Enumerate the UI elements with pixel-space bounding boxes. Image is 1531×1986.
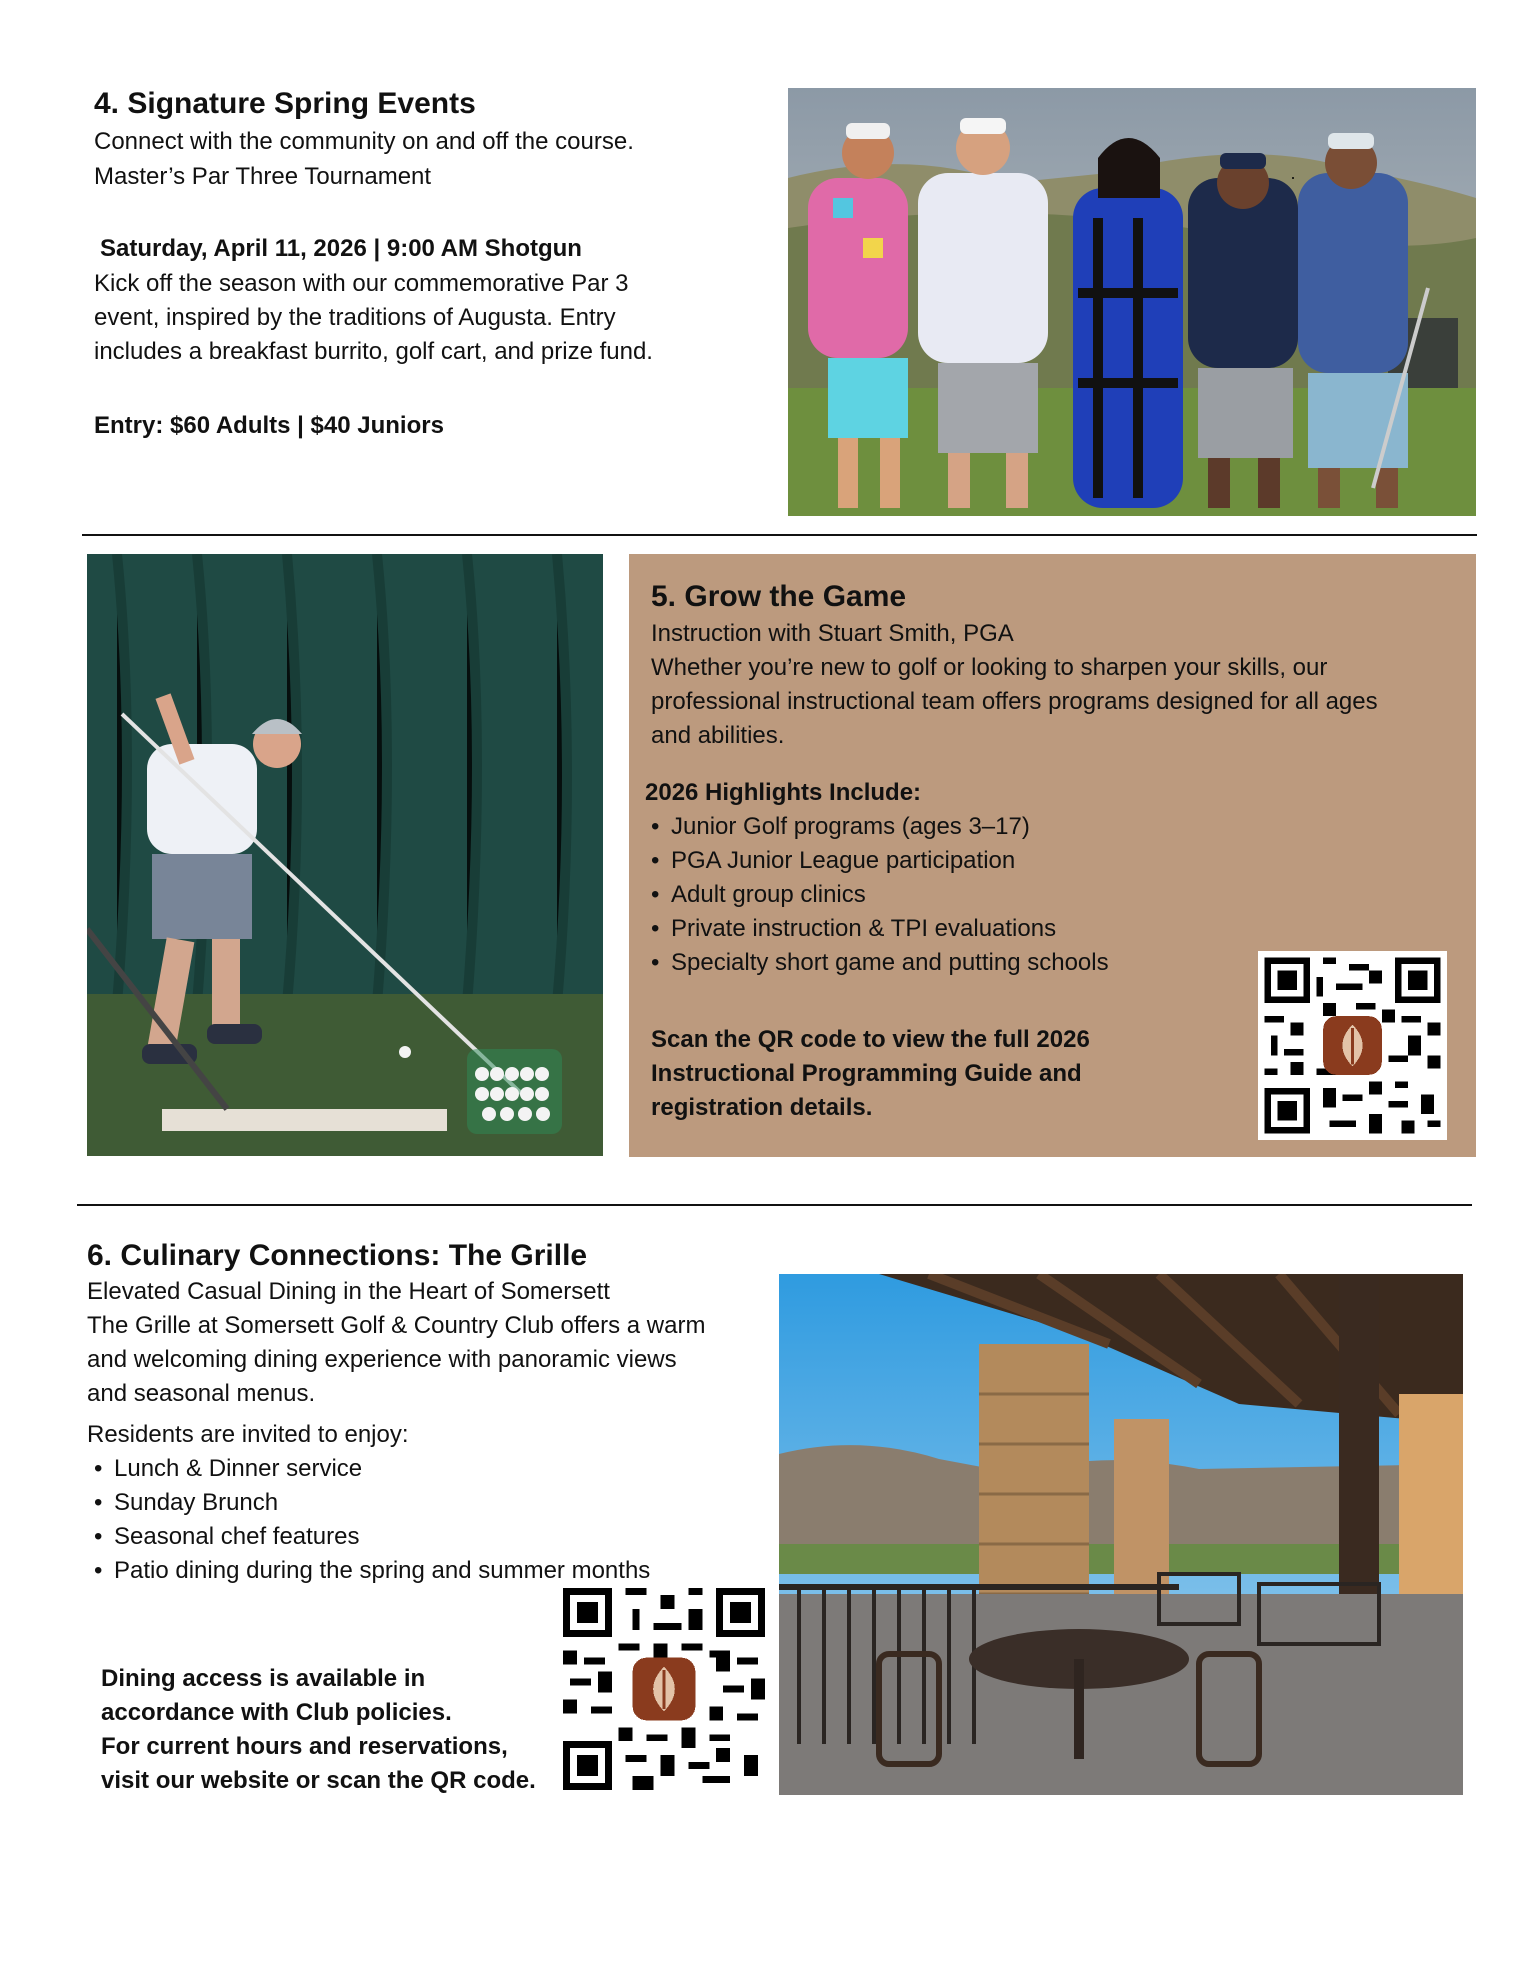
section-divider: [82, 534, 1477, 536]
leaf-logo-icon: [633, 1658, 696, 1721]
section5-highlights-title: 2026 Highlights Include:: [645, 779, 922, 806]
group-of-golfers-photo: [788, 88, 1476, 516]
section5-heading: 5. Grow the Game: [651, 580, 907, 613]
section6-access-line: For current hours and reservations,: [101, 1733, 508, 1760]
list-item: • Seasonal chef features: [94, 1520, 650, 1554]
leaf-logo-icon: [1323, 1016, 1382, 1075]
section5-desc-line: professional instructional team offers programs designed for all ages: [651, 688, 1378, 715]
section6-access-note: [101, 1662, 536, 1798]
section6-desc-line: and seasonal menus.: [87, 1380, 316, 1407]
section4-desc-line: Kick off the season with our commemorative Par 3: [94, 270, 629, 297]
section4-entry-price: Entry: $60 Adults | $40 Juniors: [94, 412, 444, 439]
list-item: • Patio dining during the spring and summer months: [94, 1554, 650, 1588]
section5-highlights-list: [651, 810, 1109, 980]
grille-patio-dining-photo: [779, 1274, 1463, 1795]
section6-heading: 6. Culinary Connections: The Grille: [87, 1239, 588, 1272]
section4-heading: 4. Signature Spring Events: [94, 87, 476, 120]
section6-description: [87, 1309, 705, 1411]
list-item: • Sunday Brunch: [94, 1486, 650, 1520]
section5-instructor: Instruction with Stuart Smith, PGA: [651, 620, 1014, 647]
section6-subtitle: Elevated Casual Dining in the Heart of Somersett: [87, 1278, 610, 1305]
section6-desc-line: The Grille at Somersett Golf & Country Club offers a warm: [87, 1312, 706, 1339]
section4-description: [94, 267, 653, 369]
list-item: • Specialty short game and putting schools: [651, 946, 1109, 980]
section6-access-line: accordance with Club policies.: [101, 1699, 452, 1726]
section4-date-line: Saturday, April 11, 2026 | 9:00 AM Shotgun: [100, 235, 582, 262]
golf-instruction-swing-photo: [87, 554, 603, 1156]
section-divider: [77, 1204, 1472, 1206]
list-item: • Lunch & Dinner service: [94, 1452, 650, 1486]
section5-description: [651, 651, 1378, 753]
instruction-guide-qr-code[interactable]: [1258, 951, 1447, 1140]
list-item: • Junior Golf programs (ages 3–17): [651, 810, 1109, 844]
section6-desc-line: and welcoming dining experience with panoramic views: [87, 1346, 677, 1373]
list-item: • Private instruction & TPI evaluations: [651, 912, 1109, 946]
section6-enjoy-intro: Residents are invited to enjoy:: [87, 1421, 409, 1448]
section5-desc-line: Whether you’re new to golf or looking to sharpen your skills, our: [651, 654, 1328, 681]
section6-access-line: Dining access is available in: [101, 1665, 426, 1692]
section4-desc-line: includes a breakfast burrito, golf cart, and prize fund.: [94, 338, 653, 365]
section5-cta-line: Scan the QR code to view the full 2026: [651, 1026, 1090, 1053]
section5-desc-line: and abilities.: [651, 722, 785, 749]
section6-enjoy-list: [94, 1452, 650, 1588]
section5-cta-line: Instructional Programming Guide and: [651, 1060, 1082, 1087]
dining-reservations-qr-code[interactable]: [563, 1588, 765, 1790]
section4-subtitle: Connect with the community on and off the course.: [94, 128, 634, 155]
section5-qr-cta: [651, 1023, 1090, 1125]
section4-event-name: Master’s Par Three Tournament: [94, 163, 432, 190]
section6-access-line: visit our website or scan the QR code.: [101, 1767, 536, 1794]
list-item: • Adult group clinics: [651, 878, 1109, 912]
section5-cta-line: registration details.: [651, 1094, 873, 1121]
section4-desc-line: event, inspired by the traditions of Augusta. Entry: [94, 304, 616, 331]
list-item: • PGA Junior League participation: [651, 844, 1109, 878]
